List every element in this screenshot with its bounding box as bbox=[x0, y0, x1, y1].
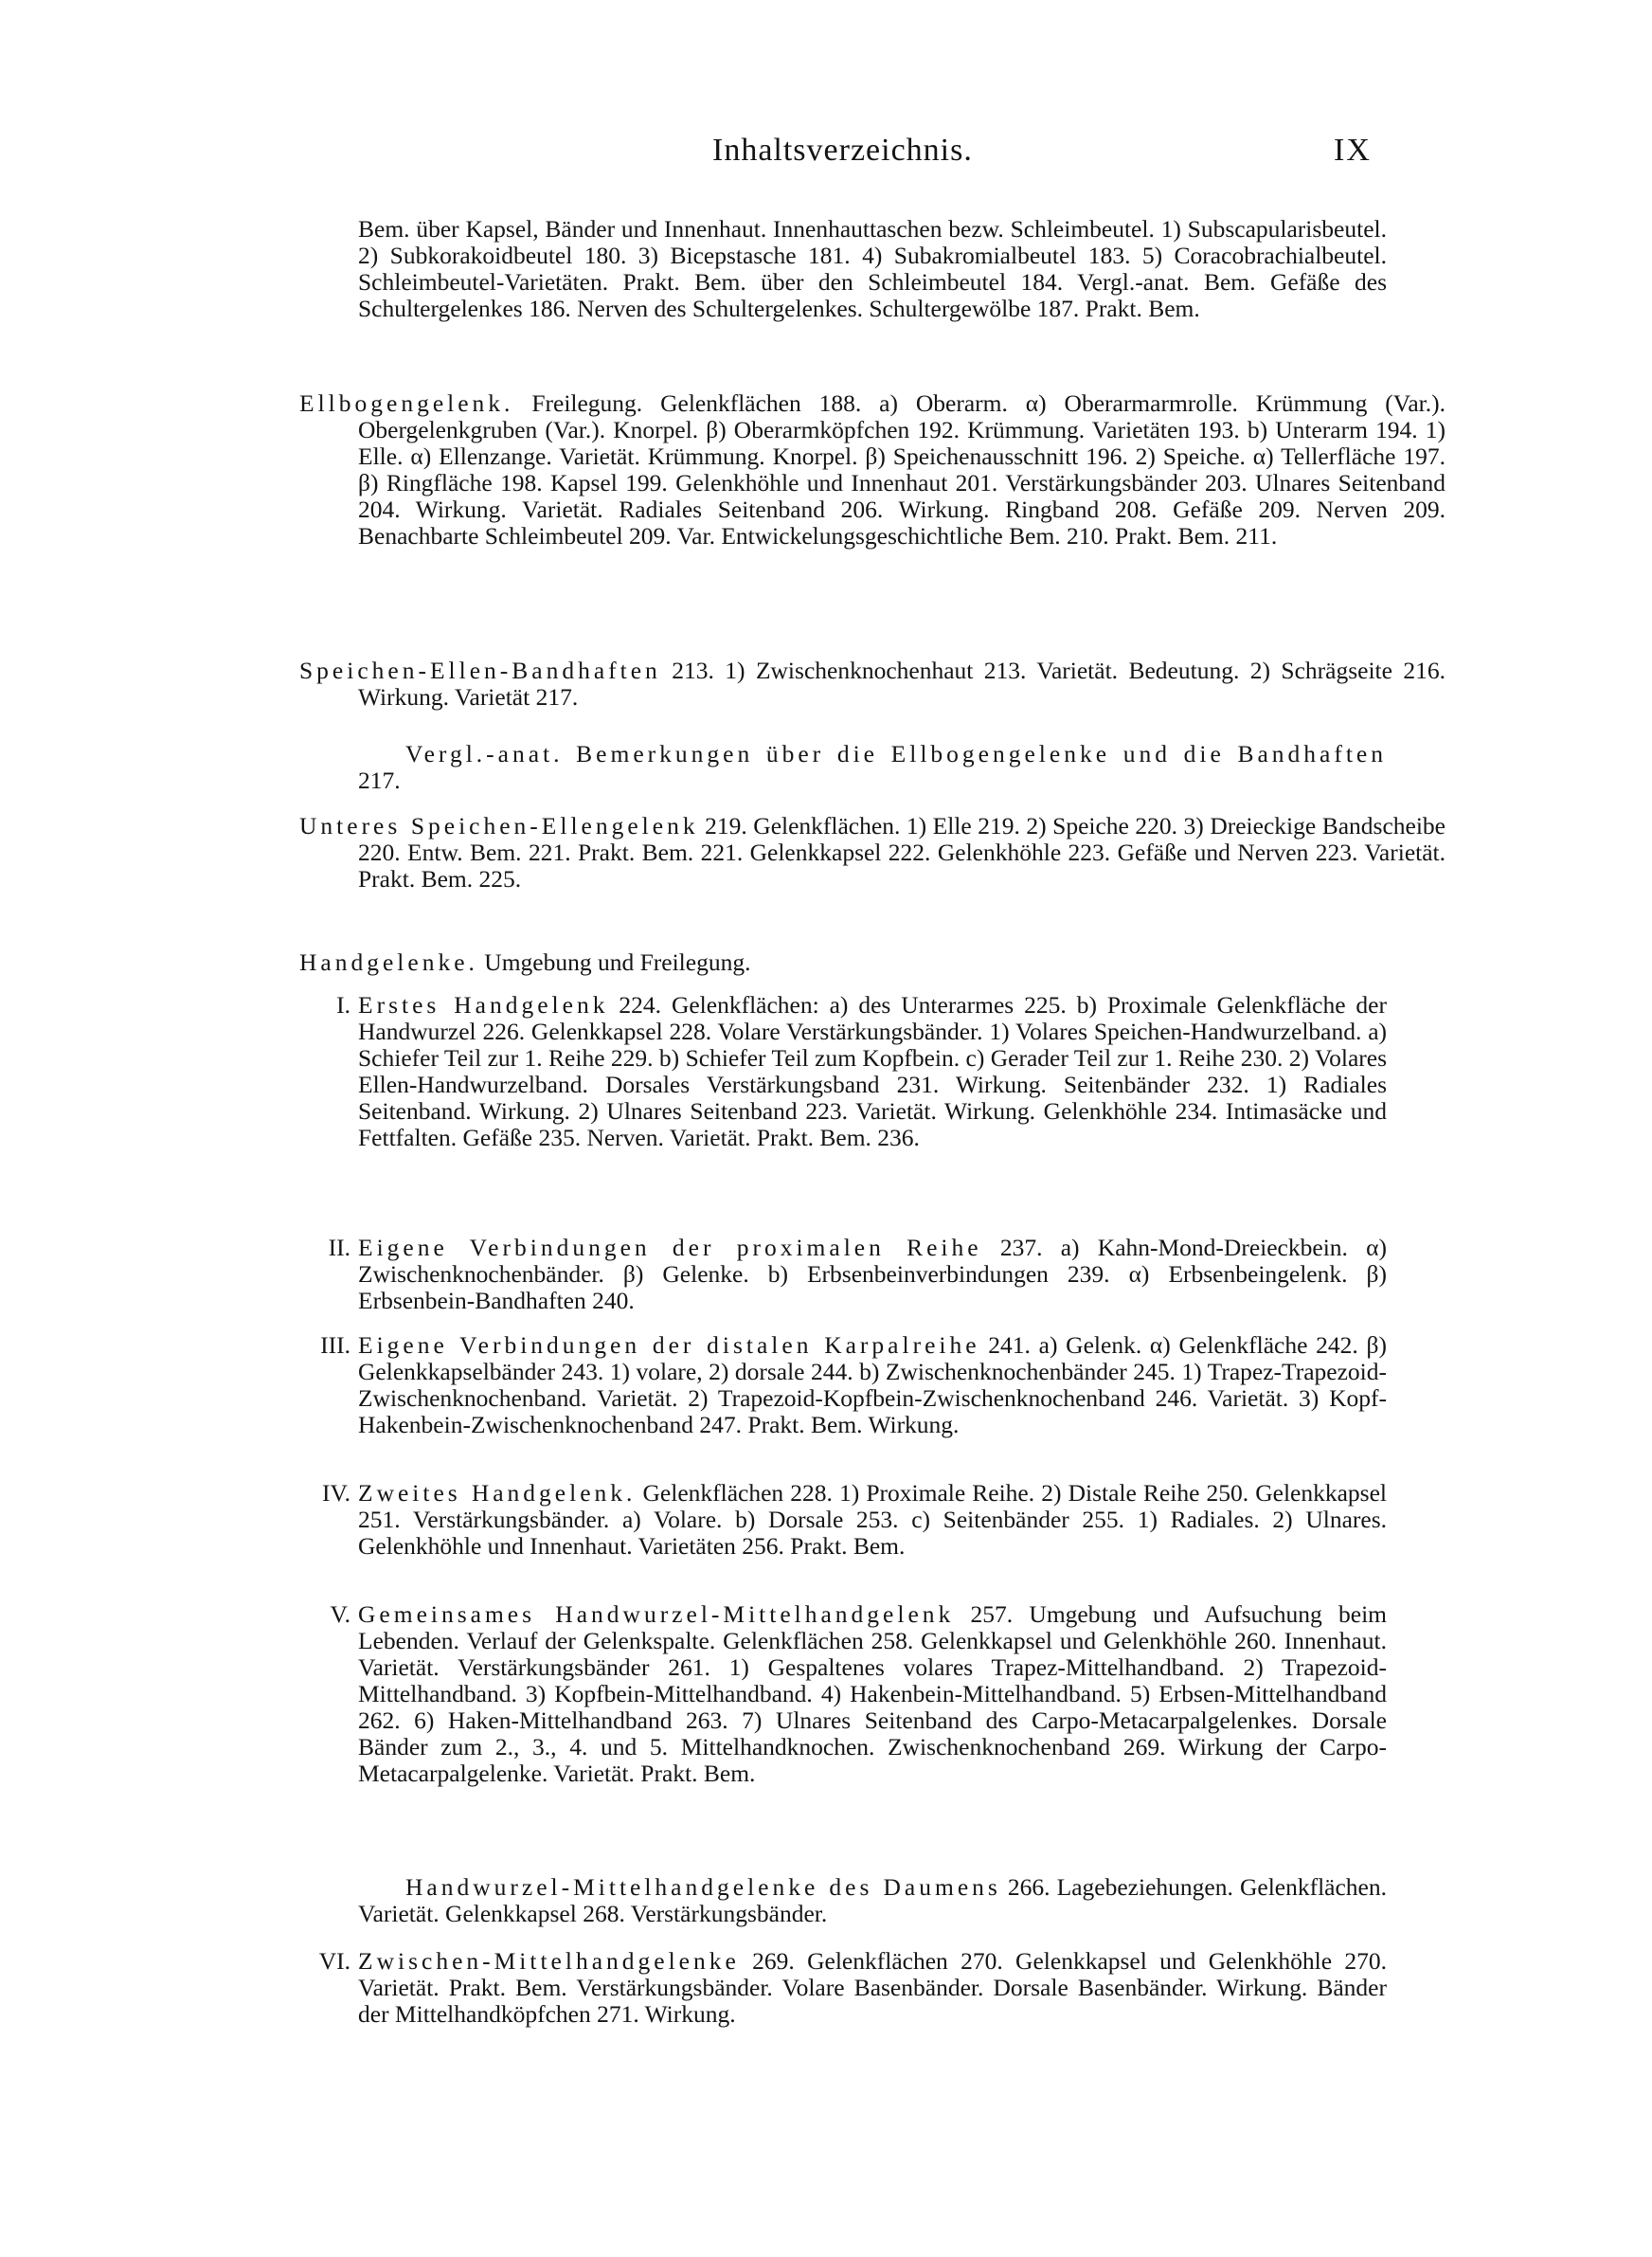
running-title: Inhaltsverzeichnis. bbox=[712, 133, 973, 168]
entry-heading: Ellbogengelenk. bbox=[299, 389, 514, 417]
entry-heading: Erstes Handgelenk bbox=[358, 991, 609, 1019]
entry-text: 219. Gelenkflächen. 1) Elle 219. 2) Speiche 220. 3) Dreieckige Bandscheibe 220. Entw. Bem. 221. Prakt. Bem. 221. Gelenkkapsel 222. Gelenkhöhle 223. Gefäße und Nerven 223. Varietät. Prakt. Bem. 225. bbox=[358, 812, 1446, 893]
entry-text: Freilegung. Gelenkflächen 188. a) Oberarm. α) Oberarmarmrolle. Krümmung (Var.). Obergelenkgruben (Var.). Knorpel. β) Oberarmköpfchen 192. Krümmung. Varietäten 193. b) Unterarm 194. 1) Elle. α) Ellenzange. Varietät. Krümmung. Knorpel. β) Speichenausschnitt 196. 2) Speiche. α) Tellerfläche 197. β) Ringfläche 198. Kapsel 199. Gelenkhöhle und Innenhaut 201. Verstärkungsbänder 203. Ulnares Seitenband 204. Wirkung. Varietät. Radiales Seitenband 206. Wirkung. Ringband 208. Gefäße 209. Nerven 209. Benachbarte Schleimbeutel 209. Var. Entwickelungsgeschichtliche Bem. 210. Prakt. Bem. 211. bbox=[358, 389, 1446, 550]
entry-heading: Zweites Handgelenk. bbox=[358, 1479, 637, 1507]
toc-entry-unteres-speichen-ellengelenk bbox=[299, 813, 1446, 893]
entry-heading: Handwurzel-Mittelhandgelenke des Daumens bbox=[405, 1873, 1001, 1901]
toc-entry-IV bbox=[322, 1479, 1387, 1560]
entry-number: VI. bbox=[318, 1947, 350, 1975]
toc-entry-I bbox=[336, 991, 1387, 1151]
entry-text: Umgebung und Freilegung. bbox=[484, 948, 751, 976]
entry-number: IV. bbox=[322, 1479, 350, 1507]
entry-number: V. bbox=[330, 1600, 350, 1628]
toc-entry-VI bbox=[318, 1947, 1387, 2028]
entry-text: Gelenkflächen 228. 1) Proximale Reihe. 2) Distale Reihe 250. Gelenkkapsel 251. Verstärkungsbänder. a) Volare. b) Dorsale 253. c) Seitenbänder 255. 1) Radiales. 2) Ulnares. Gelenkhöhle und Innenhaut. Varietäten 256. Prakt. Bem. bbox=[358, 1479, 1387, 1560]
toc-entry-ellbogengelenk bbox=[299, 390, 1446, 550]
entry-text: 266. Lagebeziehungen. Gelenkflächen. Varietät. Gelenkkapsel 268. Verstärkungsbänder. bbox=[358, 1873, 1387, 1927]
entry-heading: Eigene Verbindungen der proximalen Reihe bbox=[358, 1234, 982, 1261]
toc-entry-bandhaften bbox=[299, 658, 1446, 711]
toc-entry-daumen bbox=[358, 1874, 1387, 1927]
entry-heading: Eigene Verbindungen der distalen Karpalreihe bbox=[358, 1331, 980, 1359]
entry-text: 213. 1) Zwischenknochenhaut 213. Varietät. Bedeutung. 2) Schrägseite 216. Wirkung. Varietät 217. bbox=[358, 657, 1446, 711]
entry-text: 257. Umgebung und Aufsuchung beim Lebenden. Verlauf der Gelenkspalte. Gelenkflächen 258. Gelenkkapsel und Gelenkhöhle 260. Innenhaut. Varietät. Verstärkungsbänder 261. 1) Gespaltenes volares Trapez-Mittelhandband. 2) Trapezoid-Mittelhandband. 3) Kopfbein-Mittelhandband. 4) Hakenbein-Mittelhandband. 5) Erbsen-Mittelhandband 262. 6) Haken-Mittelhandband 263. 7) Ulnares Seitenband des Carpo-Metacarpalgelenkes. Dorsale Bänder zum 2., 3., 4. und 5. Mittelhandknochen. Zwischenknochenband 269. Wirkung der Carpo-Metacarpalgelenke. Varietät. Prakt. Bem. bbox=[358, 1600, 1388, 1787]
page-header bbox=[0, 133, 1652, 180]
entry-text: 217. bbox=[358, 767, 401, 794]
entry-text: 224. Gelenkflächen: a) des Unterarmes 225. b) Proximale Gelenkfläche der Handwurzel 226. Gelenkkapsel 228. Volare Verstärkungsbänder. 1) Volares Speichen-Handwurzelband. a) Schiefer Teil zur 1. Reihe 229. b) Schiefer Teil zum Kopfbein. c) Gerader Teil zur 1. Reihe 230. 2) Volares Ellen-Handwurzelband. Dorsales Verstärkungsband 231. Wirkung. Seitenbänder 232. 1) Radiales Seitenband. Wirkung. 2) Ulnares Seitenband 223. Varietät. Wirkung. Gelenkhöhle 234. Intimasäcke und Fettfalten. Gefäße 235. Nerven. Varietät. Prakt. Bem. 236. bbox=[358, 991, 1387, 1151]
entry-text: 241. a) Gelenk. α) Gelenkfläche 242. β) Gelenkkapselbänder 243. 1) volare, 2) dorsale 244. b) Zwischenknochenbänder 245. 1) Trapez-Trapezoid-Zwischenknochenband. Varietät. 2) Trapezoid-Kopfbein-Zwischenknochenband 246. Varietät. 3) Kopf-Hakenbein-Zwischenknochenband 247. Prakt. Bem. Wirkung. bbox=[358, 1331, 1387, 1438]
toc-entry-handgelenke bbox=[299, 949, 1387, 976]
toc-entry-III bbox=[320, 1331, 1387, 1438]
toc-entry-continuation bbox=[358, 216, 1387, 322]
entry-heading: Unteres Speichen-Ellengelenk bbox=[299, 812, 699, 840]
entry-text: Bem. über Kapsel, Bänder und Innenhaut. Innenhauttaschen bezw. Schleimbeutel. 1) Subscapularisbeutel. 2) Subkorakoidbeutel 180. 3) Bicepstasche 181. 4) Subakromialbeutel 183. 5) Coracobrachialbeutel. Schleimbeutel-Varietäten. Prakt. Bem. über den Schleimbeutel 184. Vergl.-anat. Bem. Gefäße des Schultergelenkes 186. Nerven des Schultergelenkes. Schultergewölbe 187. Prakt. Bem. bbox=[358, 215, 1387, 322]
entry-heading: Handgelenke. bbox=[299, 948, 478, 976]
entry-number: II. bbox=[328, 1234, 350, 1261]
entry-heading: Zwischen-Mittelhandgelenke bbox=[358, 1947, 740, 1975]
toc-entry-V bbox=[330, 1600, 1388, 1787]
entry-text: 269. Gelenkflächen 270. Gelenkkapsel und Gelenkhöhle 270. Varietät. Prakt. Bem. Verstärkungsbänder. Volare Basenbänder. Dorsale Basenbänder. Wirkung. Bänder der Mittelhandköpfchen 271. Wirkung. bbox=[358, 1947, 1387, 2028]
entry-number: I. bbox=[336, 991, 350, 1019]
entry-heading: Gemeinsames Handwurzel-Mittelhandgelenk bbox=[358, 1600, 955, 1628]
toc-entry-II bbox=[328, 1234, 1388, 1314]
entry-number: III. bbox=[320, 1331, 350, 1359]
entry-text: 237. a) Kahn-Mond-Dreieckbein. α) Zwischenknochenbänder. β) Gelenke. b) Erbsenbeinverbindungen 239. α) Erbsenbeingelenk. β) Erbsenbein-Bandhaften 240. bbox=[358, 1234, 1388, 1314]
toc-entry-vergl-anat bbox=[358, 741, 1387, 794]
page-number: IX bbox=[1334, 133, 1372, 168]
entry-heading: Vergl.-anat. Bemerkungen über die Ellbogengelenke und die Bandhaften bbox=[405, 740, 1387, 767]
entry-heading: Speichen-Ellen-Bandhaften bbox=[299, 657, 661, 684]
